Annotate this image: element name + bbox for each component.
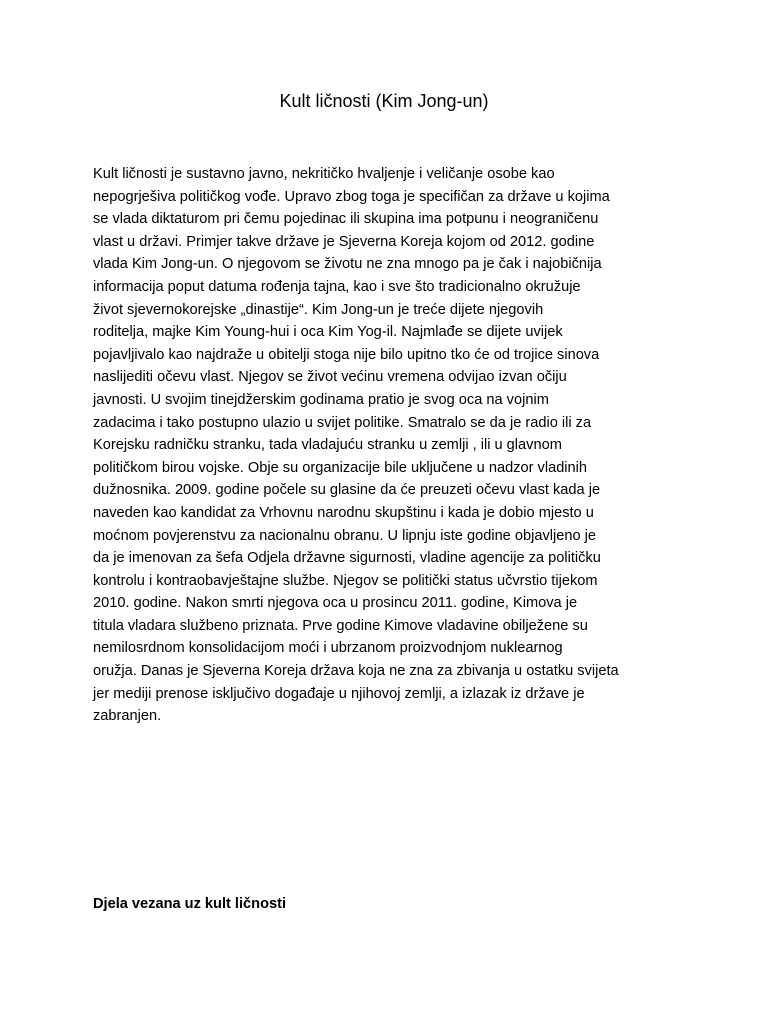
body-line: pojavljivalo kao najdraže u obitelji stoga nije bilo upitno tko će od trojice sinova [93, 346, 600, 363]
body-line: dužnosnika. 2009. godine počele su glasine da će preuzeti očevu vlast kada je [93, 482, 601, 499]
body-paragraph [93, 163, 685, 728]
body-line: jer mediji prenose isključivo događaje u njihovoj zemlji, a izlazak iz države je [93, 685, 585, 702]
body-line: naslijediti očevu vlast. Njegov se život većinu vremena odvijao izvan očiju [93, 369, 567, 386]
body-line: političkom birou vojske. Obje su organizacije bile uključene u nadzor vladinih [93, 459, 588, 476]
body-line: titula vladara službeno priznata. Prve godine Kimove vladavine obilježene su [93, 617, 588, 634]
body-line: naveden kao kandidat za Vrhovnu narodnu skupštinu i kada je dobio mjesto u [93, 504, 594, 521]
body-line: oružja. Danas je Sjeverna Koreja država koja ne zna za zbivanja u ostatku svijeta [93, 663, 619, 680]
body-line: zabranjen. [93, 708, 162, 725]
body-line: moćnom povjerenstvu za nacionalnu obranu. U lipnju iste godine objavljeno je [93, 527, 596, 544]
document-title: Kult ličnosti (Kim Jong-un) [279, 91, 489, 111]
body-line: javnosti. U svojim tinejdžerskim godinama pratio je svog oca na vojnim [93, 391, 549, 408]
body-line: nepogrješiva političkog vođe. Upravo zbog toga je specifičan za države u kojima [93, 188, 610, 205]
body-line: vlada Kim Jong-un. O njegovom se životu ne zna mnogo pa je čak i najobičnija [93, 256, 602, 273]
body-line: život sjevernokorejske „dinastije“. Kim Jong-un je treće dijete njegovih [93, 301, 544, 318]
body-line: Korejsku radničku stranku, tada vladajuću stranku u zemlji , ili u glavnom [93, 437, 562, 454]
body-line: roditelja, majke Kim Young-hui i oca Kim Yog-il. Najmlađe se dijete uvijek [93, 324, 563, 341]
body-line: se vlada diktaturom pri čemu pojedinac ili skupina ima potpunu i neograničenu [93, 211, 599, 228]
body-line: informacija poput datuma rođenja tajna, kao i sve što tradicionalno okružuje [93, 278, 581, 295]
section-heading: Djela vezana uz kult ličnosti [93, 896, 287, 912]
body-line: zadacima i tako postupno ulazio u svijet politike. Smatralo se da je radio ili za [93, 414, 592, 431]
body-line: kontrolu i kontraobavještajne službe. Njegov se politički status učvrstio tijekom [93, 572, 598, 589]
body-line: nemilosrdnom konsolidacijom moći i ubrzanom proizvodnjom nuklearnog [93, 640, 563, 657]
body-line: vlast u državi. Primjer takve države je Sjeverna Koreja kojom od 2012. godine [93, 233, 595, 250]
body-line: da je imenovan za šefa Odjela državne sigurnosti, vladine agencije za političku [93, 550, 601, 567]
body-line: 2010. godine. Nakon smrti njegova oca u prosincu 2011. godine, Kimova je [93, 595, 578, 612]
body-line: Kult ličnosti je sustavno javno, nekritičko hvaljenje i veličanje osobe kao [93, 166, 555, 182]
